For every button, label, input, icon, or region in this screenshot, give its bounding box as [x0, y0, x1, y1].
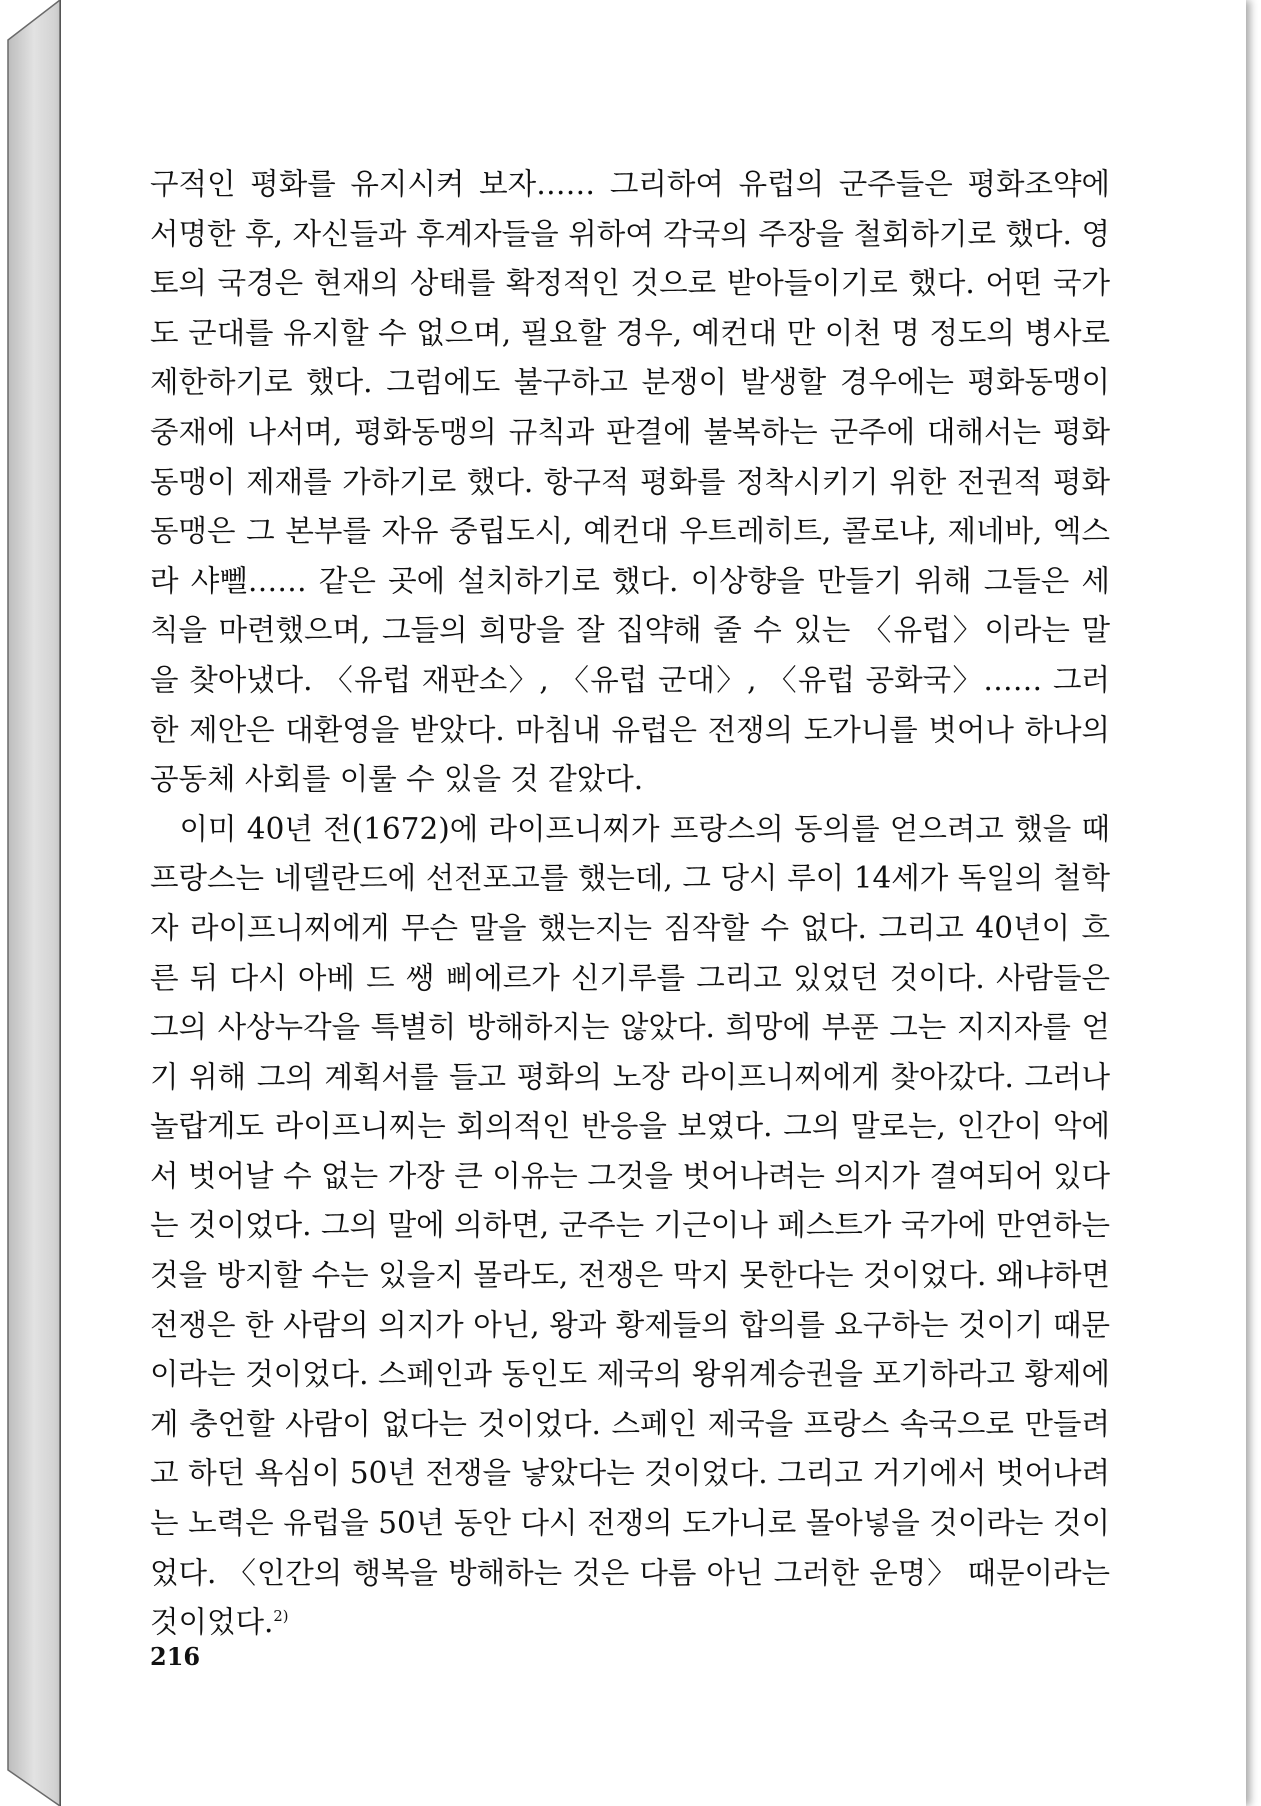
paragraph-2 [150, 805, 1110, 1648]
page-number: 216 [150, 1642, 201, 1671]
body-text [150, 160, 1110, 1648]
footnote-marker: 2) [273, 1608, 289, 1626]
paragraph-1: 구적인 평화를 유지시켜 보자…… 그리하여 유럽의 군주들은 평화조약에 서명한 후, 자신들과 후계자들을 위하여 각국의 주장을 철회하기로 했다. 영토의 국경은 현재의 상태를 확정적인 것으로 받아들이기로 했다. 어떤 국가도 군대를 유지할 수 없으며, 필요할 경우, 예컨대 만 이천 명 정도의 병사로 제한하기로 했다. 그럼에도 불구하고 분쟁이 발생할 경우에는 평화동맹이 중재에 나서며, 평화동맹의 규칙과 판결에 불복하는 군주에 대해서는 평화동맹이 제재를 가하기로 했다. 항구적 평화를 정착시키기 위한 전권적 평화동맹은 그 본부를 자유 중립도시, 예컨대 우트레히트, 콜로냐, 제네바, 엑스 라 샤뻴…… 같은 곳에 설치하기로 했다. 이상향을 만들기 위해 그들은 세칙을 마련했으며, 그들의 희망을 잘 집약해 줄 수 있는 〈유럽〉이라는 말을 찾아냈다. 〈유럽 재판소〉, 〈유럽 군대〉, 〈유럽 공화국〉…… 그러한 제안은 대환영을 받았다. 마침내 유럽은 전쟁의 도가니를 벗어나 하나의 공동체 사회를 이룰 수 있을 것 같았다. [150, 167, 1110, 797]
paragraph-2-text: 이미 40년 전(1672)에 라이프니찌가 프랑스의 동의를 얻으려고 했을 때 프랑스는 네델란드에 선전포고를 했는데, 그 당시 루이 14세가 독일의 철학자 라이프니찌에게 무슨 말을 했는지는 짐작할 수 없다. 그리고 40년이 흐른 뒤 다시 아베 드 쌩 삐에르가 신기루를 그리고 있었던 것이다. 사람들은 그의 사상누각을 특별히 방해하지는 않았다. 희망에 부푼 그는 지지자를 얻기 위해 그의 계획서를 들고 평화의 노장 라이프니찌에게 찾아갔다. 그러나 놀랍게도 라이프니찌는 회의적인 반응을 보였다. 그의 말로는, 인간이 악에서 벗어날 수 없는 가장 큰 이유는 그것을 벗어나려는 의지가 결여되어 있다는 것이었다. 그의 말에 의하면, 군주는 기근이나 페스트가 국가에 만연하는 것을 방지할 수는 있을지 몰라도, 전쟁은 막지 못한다는 것이었다. 왜냐하면 전쟁은 한 사람의 의지가 아닌, 왕과 황제들의 합의를 요구하는 것이기 때문이라는 것이었다. 스페인과 동인도 제국의 왕위계승권을 포기하라고 황제에게 충언할 사람이 없다는 것이었다. 스페인 제국을 프랑스 속국으로 만들려고 하던 욕심이 50년 전쟁을 낳았다는 것이었다. 그리고 거기에서 벗어나려는 노력은 유럽을 50년 동안 다시 전쟁의 도가니로 몰아넣을 것이라는 것이었다. 〈인간의 행복을 방해하는 것은 다름 아닌 그러한 운명〉 때문이라는 것이었다. [150, 811, 1110, 1640]
